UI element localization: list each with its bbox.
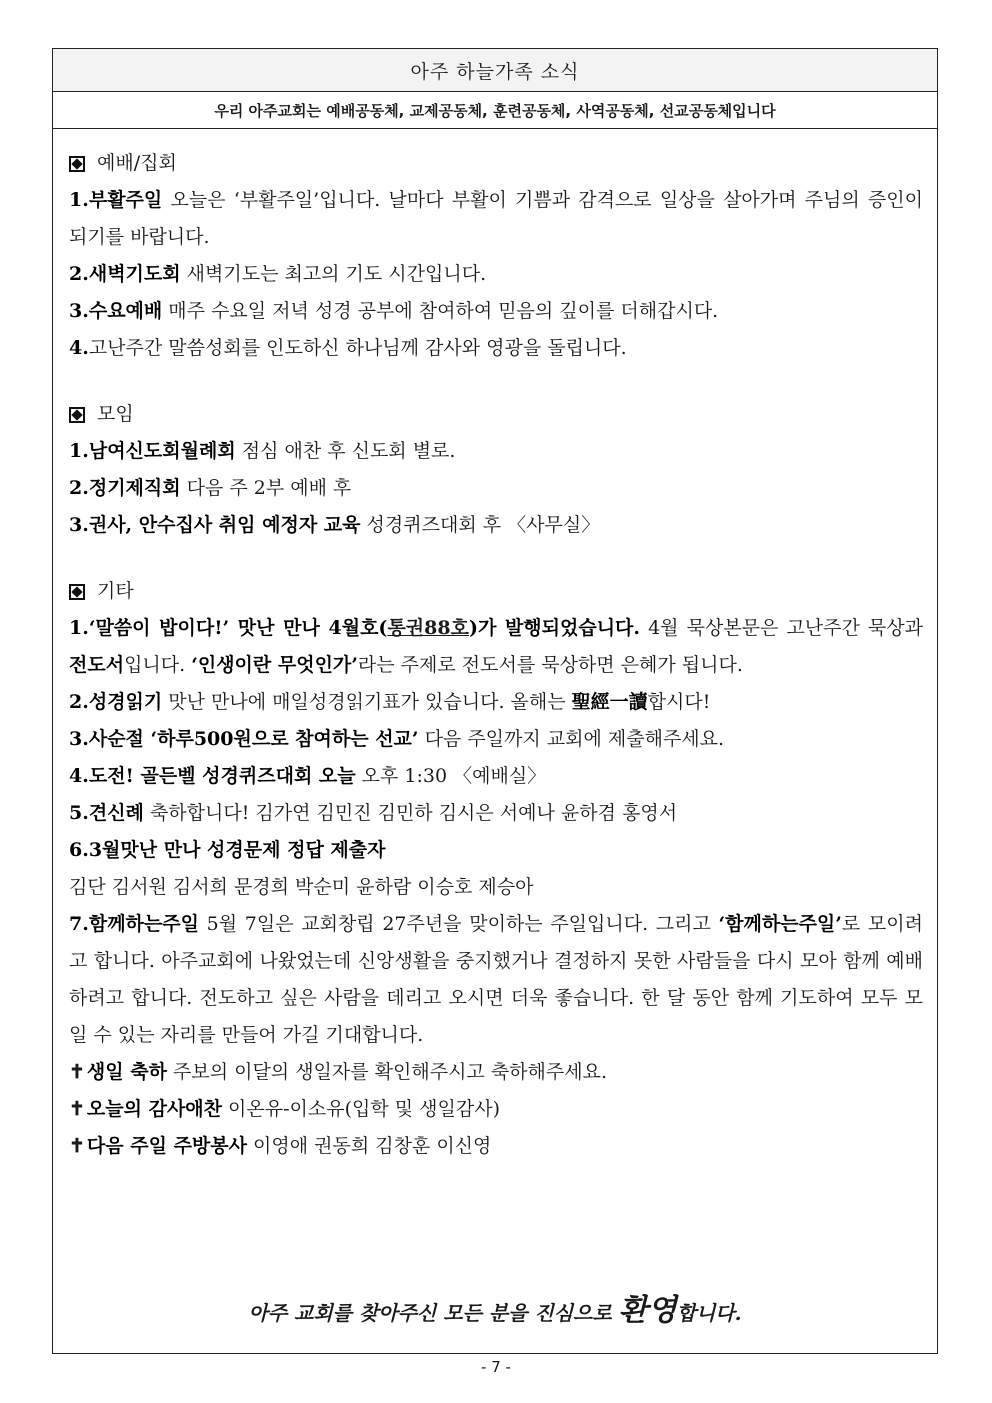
item-emphasis: 聖經一讀 [571,691,648,713]
item-text: 매주 수요일 저녁 성경 공부에 참여하여 믿음의 깊이를 더해갑시다. [162,300,719,322]
item-emphasis: 전도서 [69,654,125,676]
cross-icon: ✝ [69,1061,85,1083]
cross-item [69,1128,923,1165]
item-label: 1.부활주일 [69,189,163,211]
bulletin-frame [52,48,938,1354]
item-label: 5.견신례 [69,802,144,824]
item-text: 4월 묵상본문은 고난주간 묵상과 [640,617,923,639]
worship-item [69,293,923,330]
item-text: 로 모이려고 합니다. 아주교회에 나왔었는데 신앙생활을 중지했거나 결정하지 못한 사람들을 다시 모아 함께 예배하려고 합니다. 전도하고 싶은 사람을 데리고 오시면 더욱 좋습니다. 한 달 동안 함께 기도하여 모두 모일 수 있는 자리를 만들어 가길 기대합니다. [69,913,923,1046]
item-text: 라는 주제로 전도서를 묵상하면 은혜가 됩니다. [357,654,743,676]
item-emphasis: ‘함께하는주일’ [718,913,842,935]
etc-item-6-names: 김단 김서원 김서희 문경희 박순미 윤하람 이승호 제승아 [69,876,534,898]
item-label: 2.새벽기도회 [69,263,181,285]
item-label: 6.3월맛난 만나 성경문제 정답 제출자 [69,839,386,861]
item-text: 축하합니다! 김가연 김민진 김민하 김시은 서예나 윤하겸 홍영서 [143,802,678,824]
item-text: 다음 주 2부 예배 후 [180,477,352,499]
diamond-bullet-icon [69,584,85,600]
item-label: 7.함께하는주일 [69,913,199,935]
page-number: - 7 - [481,1358,511,1376]
etc-heading [69,573,923,610]
etc-item-1 [69,610,923,684]
item-text: 합시다! [647,691,711,713]
item-text: 맛난 만나에 매일성경읽기표가 있습니다. 올해는 [162,691,572,713]
etc-section [69,573,923,1165]
item-label: 4. [69,337,89,359]
etc-item-4 [69,758,923,795]
item-label: 생일 축하 [86,1061,167,1083]
item-label: 2.정기제직회 [69,477,181,499]
item-text: 이온유-이소유(입학 및 생일감사) [222,1098,500,1120]
item-label: )가 발행되었습니다. [468,617,641,639]
diamond-bullet-icon [69,156,85,172]
meeting-heading [69,396,923,433]
diamond-bullet-icon [69,407,85,423]
item-text: 오후 1:30 〈예배실〉 [355,765,547,787]
etc-item-6 [69,832,923,869]
cross-item [69,1054,923,1091]
item-label: 다음 주일 주방봉사 [86,1135,247,1157]
cross-icon: ✝ [69,1135,85,1157]
issue-number: 통권88호 [387,617,469,639]
item-text: 입니다. [124,654,192,676]
meeting-item [69,433,923,470]
item-text: 오늘은 ‘부활주일’입니다. 날마다 부활이 기쁨과 감격으로 일상을 살아가며 주님의 증인이 되기를 바랍니다. [69,189,923,248]
item-label: 3.권사, 안수집사 취임 예정자 교육 [69,514,361,536]
bulletin-subtitle: 우리 아주교회는 예배공동체, 교제공동체, 훈련공동체, 사역공동체, 선교공동체입니다 [53,92,937,129]
meeting-item [69,470,923,507]
meeting-section [69,396,923,544]
worship-item [69,256,923,293]
welcome-text: 합니다. [676,1301,742,1325]
worship-section [69,145,923,367]
item-label: 1.남여신도회월례회 [69,440,236,462]
welcome-emphasis: 환영 [618,1293,677,1328]
bulletin-title: 아주 하늘가족 소식 [53,49,937,92]
welcome-text: 아주 교회를 찾아주신 모든 분을 진심으로 [248,1301,619,1325]
item-text: 다음 주일까지 교회에 제출해주세요. [418,728,725,750]
item-text: 고난주간 말씀성회를 인도하신 하나님께 감사와 영광을 돌립니다. [88,337,627,359]
item-label: 3.수요예배 [69,300,163,322]
etc-item-2 [69,684,923,721]
item-text: 새벽기도는 최고의 기도 시간입니다. [180,263,487,285]
item-label: 1.‘말씀이 밥이다!’ 맛난 만나 4월호( [69,617,388,639]
welcome-message [53,1285,937,1329]
item-text: 5월 7일은 교회창립 27주년을 맞이하는 주일입니다. 그리고 [198,913,719,935]
item-emphasis: ‘인생이란 무엇인가’ [191,654,358,676]
cross-item [69,1091,923,1128]
cross-icon: ✝ [69,1098,85,1120]
etc-item-3 [69,721,923,758]
etc-item-7 [69,906,923,1054]
etc-item-5 [69,795,923,832]
worship-item [69,330,923,367]
worship-item [69,182,923,256]
item-label: 4.도전! 골든벨 성경퀴즈대회 오늘 [69,765,356,787]
worship-heading [69,145,923,182]
meeting-item [69,507,923,544]
etc-heading-text: 기타 [97,580,134,602]
item-label: 3.사순절 ‘하루500원으로 참여하는 선교’ [69,728,419,750]
item-text: 이영애 권동희 김창훈 이신영 [246,1135,492,1157]
item-text: 점심 애찬 후 신도회 별로. [235,440,456,462]
worship-heading-text: 예배/집회 [97,152,177,174]
item-label: 오늘의 감사애찬 [86,1098,223,1120]
item-text: 성경퀴즈대회 후 〈사무실〉 [360,514,601,536]
item-text: 주보의 이달의 생일자를 확인해주시고 축하해주세요. [166,1061,607,1083]
bulletin-content [53,129,937,1165]
item-label: 2.성경읽기 [69,691,163,713]
meeting-heading-text: 모임 [97,403,134,425]
